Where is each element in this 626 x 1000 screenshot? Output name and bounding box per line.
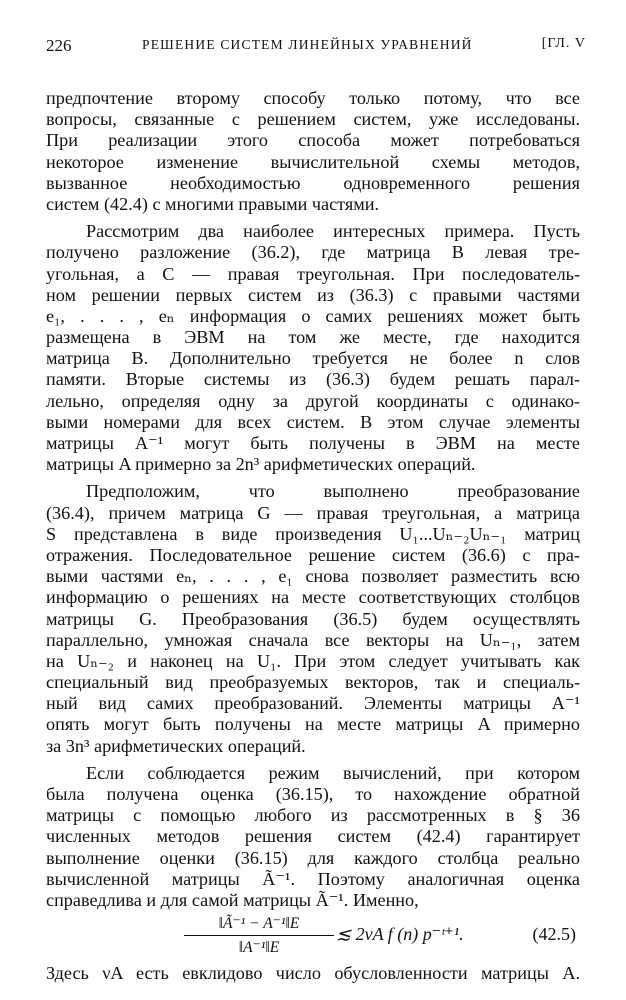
text-line: на Uₙ₋₂ и наконец на U₁. При этом следует учитывать как bbox=[46, 650, 580, 671]
text-line: матрицы с помощью любого из рассмотренных в § 36 bbox=[46, 805, 580, 826]
text-line: Предположим, что выполнено преобразование bbox=[86, 481, 580, 502]
text-line: лельно, определяя одну за другой координаты с одинако- bbox=[46, 390, 580, 411]
text-line: вопросы, связанные с решением систем, уже исследованы. bbox=[46, 109, 580, 130]
text-line: специальный вид преобразуемых векторов, так и специаль- bbox=[46, 672, 580, 693]
text-line: отражения. Последовательное решение систем (36.6) с пра- bbox=[46, 544, 580, 565]
text-line: матрицы A⁻¹ могут быть получены в ЭВМ на месте bbox=[46, 433, 580, 453]
text-line: матрица B. Дополнительно требуется не более n слов bbox=[46, 348, 580, 369]
paragraph bbox=[46, 88, 580, 215]
text-line: справедлива и для самой матрицы Ã⁻¹. Именно, bbox=[46, 889, 419, 910]
text-line: некоторое изменение вычислительной схемы методов, bbox=[46, 151, 580, 172]
chapter-label: [ГЛ. V bbox=[541, 36, 586, 51]
paragraph bbox=[46, 221, 580, 475]
text-line: получено разложение (36.2), где матрица B левая тре- bbox=[46, 242, 580, 263]
formula-numerator: ‖Ã⁻¹ − A⁻¹‖E bbox=[184, 913, 334, 936]
equation-number: (42.5) bbox=[532, 924, 576, 945]
paragraph bbox=[46, 763, 580, 911]
running-title: РЕШЕНИЕ СИСТЕМ ЛИНЕЙНЫХ УРАВНЕНИЙ bbox=[142, 37, 473, 52]
body-text bbox=[46, 88, 580, 984]
paragraphs bbox=[46, 88, 580, 911]
paragraph bbox=[46, 481, 580, 756]
text-line: параллельно, умножая сначала все векторы на Uₙ₋₁, затем bbox=[46, 629, 580, 650]
text-line: выми номерами для всех систем. В этом случае элементы bbox=[46, 411, 580, 432]
page-header bbox=[46, 36, 586, 60]
text-line: была получена оценка (36.15), то нахождение обратной bbox=[46, 784, 580, 804]
text-line: информацию о решениях на месте соответствующих столбцов bbox=[46, 587, 580, 608]
text-line: Рассмотрим два наиболее интересных примера. Пусть bbox=[86, 221, 580, 242]
text-line: вычисленной матрицы Ã⁻¹. Поэтому аналогичная оценка bbox=[46, 868, 580, 889]
text-line: памяти. Вторые системы из (36.3) будем решать парал- bbox=[46, 369, 580, 390]
text-line: ный вид самих преобразований. Элементы матрицы A⁻¹ bbox=[46, 693, 580, 714]
text-line: угольная, а C — правая треугольная. При последователь- bbox=[46, 263, 580, 284]
formula-fraction bbox=[184, 913, 334, 958]
text-line: вызванное необходимостью одновременного решения bbox=[46, 172, 580, 193]
closing-line: Здесь νA есть евклидово число обусловленности матрицы A. bbox=[46, 963, 580, 984]
text-line: за 3n³ арифметических операций. bbox=[46, 735, 306, 756]
text-line: матрицы G. Преобразования (36.5) будем осуществлять bbox=[46, 608, 580, 629]
text-line: выми частями eₙ, . . . , e₁ снова позволяет разместить всю bbox=[46, 566, 580, 587]
text-line: опять могут быть получены на месте матрицы A примерно bbox=[46, 714, 580, 735]
formula-denominator: ‖A⁻¹‖E bbox=[238, 939, 280, 957]
text-line: (36.4), причем матрица G — правая треугольная, а матрица bbox=[46, 502, 580, 523]
text-line: e₁, . . . , eₙ информация о самих решениях может быть bbox=[46, 305, 580, 326]
text-line: систем (42.4) с многими правыми частями. bbox=[46, 193, 380, 214]
text-line: матрицы A примерно за 2n³ арифметических операций. bbox=[46, 454, 476, 475]
text-line: предпочтение второму способу только потому, что все bbox=[46, 88, 580, 108]
page-number: 226 bbox=[46, 36, 72, 55]
formula-42-5 bbox=[46, 913, 580, 957]
text-line: Если соблюдается режим вычислений, при котором bbox=[86, 762, 580, 783]
text-line: выполнение оценки (36.15) для каждого столбца реально bbox=[46, 847, 580, 868]
formula-right-side: ≲ 2νA f (n) p⁻ᵗ⁺¹. bbox=[336, 924, 464, 945]
text-line: При реализации этого способа может потребоваться bbox=[46, 130, 580, 151]
text-line: размещена в ЭВМ на том же месте, где находится bbox=[46, 327, 580, 348]
text-line: S представлена в виде произведения U₁...Uₙ₋₂Uₙ₋₁ матриц bbox=[46, 523, 580, 544]
text-line: ном решении первых систем из (36.3) с правыми частями bbox=[46, 284, 580, 305]
text-line: численных методов решения систем (42.4) гарантирует bbox=[46, 826, 580, 847]
